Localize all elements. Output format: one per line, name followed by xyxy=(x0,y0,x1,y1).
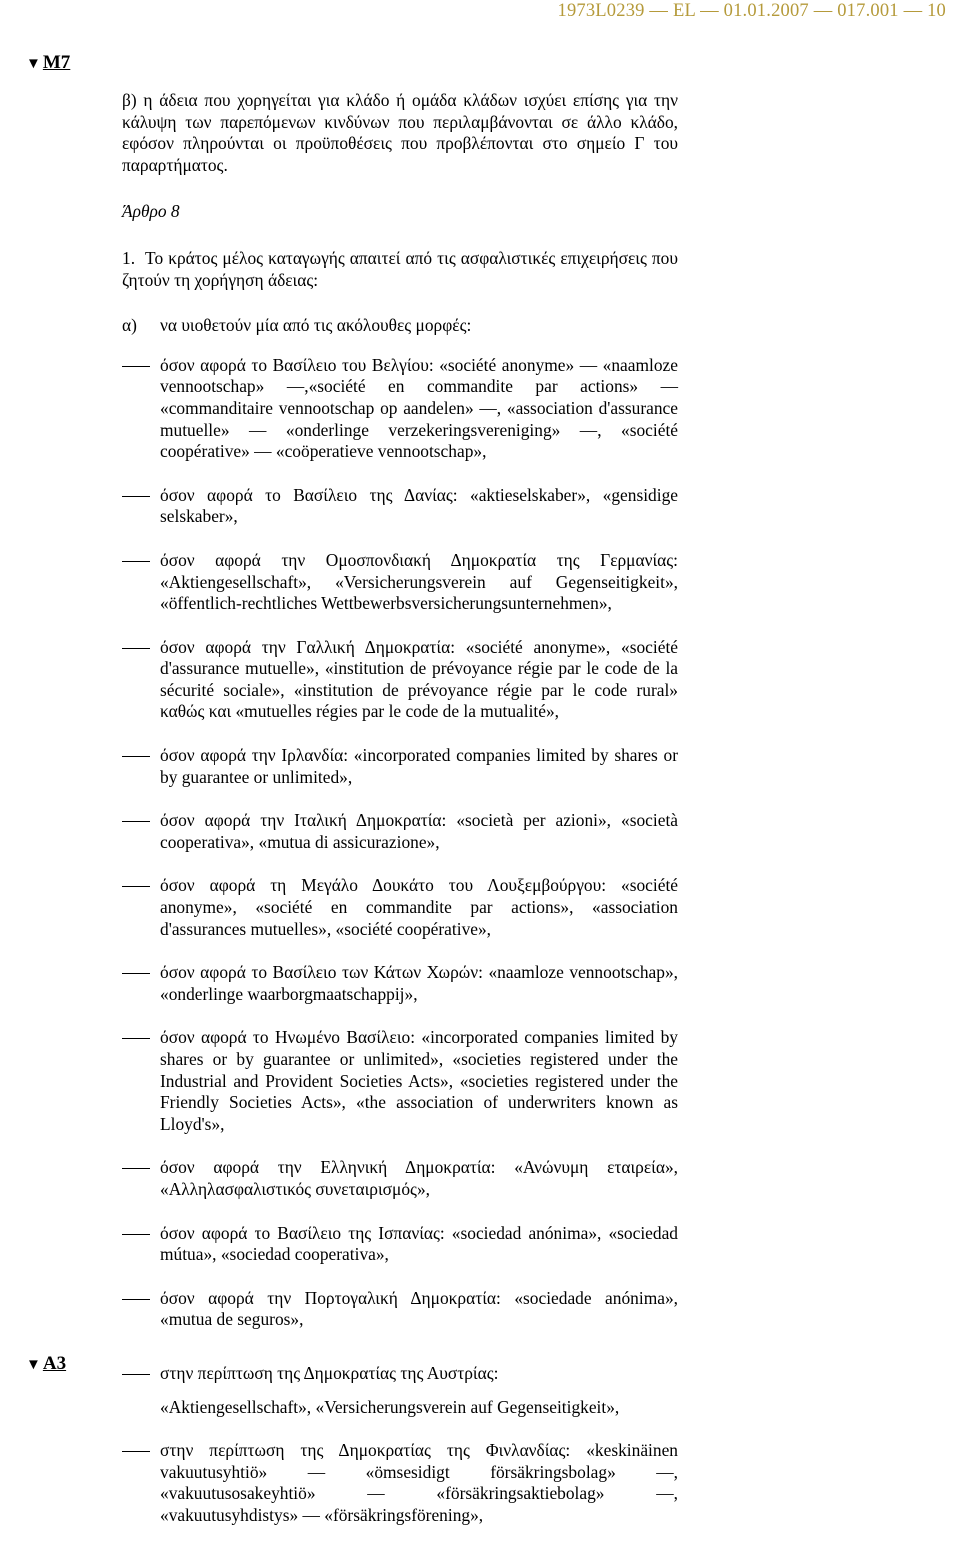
dash-icon xyxy=(122,1451,150,1452)
list-item-text: στην περίπτωση της Δημοκρατίας της Αυστρίας: xyxy=(160,1362,499,1383)
document-body xyxy=(122,90,678,1549)
triangle-down-icon: ▼ xyxy=(26,56,41,72)
triangle-down-icon: ▼ xyxy=(26,1357,41,1373)
list-item xyxy=(122,355,678,463)
list-item xyxy=(122,962,678,1005)
dash-icon xyxy=(122,648,150,649)
paragraph-1-text: Το κράτος μέλος καταγωγής απαιτεί από τις ασφαλιστικές επιχειρήσεις που ζητούν τη χορήγηση άδειας: xyxy=(122,247,678,290)
dash-icon xyxy=(122,1299,150,1300)
list-item-text: όσον αφορά την Ιταλική Δημοκρατία: «società per azioni», «società cooperativa», «mutua di assicurazione», xyxy=(160,810,678,852)
list-item-text: όσον αφορά την Ελληνική Δημοκρατία: «Ανώνυμη εταιρεία», «Αλληλασφαλιστικός συνεταιρισμός», xyxy=(160,1157,678,1199)
list-item-text: στην περίπτωση της Δημοκρατίας της Φινλανδίας: «keskinäinen vakuutusyhtiö» — «ömsesidigt försäkringsbolag» —, «vakuutusosakeyhtiö» — «försäkringsaktiebolag» —, «vakuutusyhdistys» — «försäkringsförening», xyxy=(160,1440,678,1525)
list-item-text: όσον αφορά το Βασίλειο του Βελγίου: «société anonyme» — «naamloze vennootschap» —,«société en commandite par actions» — «commanditaire vennootschap op aandelen» —, «association d'assurance mutuelle» — «onderlinge verzekeringsvereniging» —, «société coopérative» — «coöperatieve vennootschap», xyxy=(160,354,678,462)
dash-icon xyxy=(122,1168,150,1169)
paragraph-b: β) η άδεια που χορηγείται για κλάδο ή ομάδα κλάδων ισχύει επίσης για την κάλυψη των παρεπόμενων κινδύνων που περιλαμβάνονται σε άλλο κλάδο, εφόσον πληρούνται οι προϋποθέσεις που προβλέπονται στο σημείο Γ του παραρτήματος. xyxy=(122,90,678,175)
list-item xyxy=(122,1223,678,1266)
dash-icon xyxy=(122,496,150,497)
legal-forms-list xyxy=(122,355,678,1527)
document-reference: 1973L0239 — EL — 01.01.2007 — 017.001 — 10 xyxy=(557,1,946,21)
list-item xyxy=(122,1027,678,1135)
list-item-text: «Aktiengesellschaft», «Versicherungsverein auf Gegenseitigkeit», xyxy=(160,1396,620,1417)
document-header xyxy=(0,0,960,26)
list-item-text: όσον αφορά την Γαλλική Δημοκρατία: «société anonyme», «société d'assurance mutuelle», «institution de prévoyance régie par le code de la sécurité sociale», «institution de prévoyance régie par le code rural» καθώς και «mutuelles régies par le code de la mutualité», xyxy=(160,636,678,722)
marker-code: A3 xyxy=(42,1353,67,1374)
list-item xyxy=(122,550,678,615)
list-item-text: όσον αφορά το Βασίλειο της Ισπανίας: «sociedad anónima», «sociedad mútua», «sociedad cooperativa», xyxy=(160,1222,678,1265)
marker-code: M7 xyxy=(42,52,71,73)
list-item-text: όσον αφορά την Πορτογαλική Δημοκρατία: «sociedade anónima», «mutua de seguros», xyxy=(160,1287,678,1330)
list-item xyxy=(122,485,678,528)
list-item-text: όσον αφορά το Βασίλειο της Δανίας: «aktieselskaber», «gensidige selskaber», xyxy=(160,484,678,527)
list-item xyxy=(122,637,678,723)
dash-icon xyxy=(122,1374,150,1375)
list-item-text: όσον αφορά το Βασίλειο των Κάτων Χωρών: «naamloze vennootschap», «onderlinge waarborgmaatschappij», xyxy=(160,962,678,1004)
list-item xyxy=(122,875,678,940)
list-item xyxy=(122,810,678,853)
dash-icon xyxy=(122,561,150,562)
amendment-marker-a3 xyxy=(26,1353,66,1375)
list-item-text: όσον αφορά την Ιρλανδία: «incorporated companies limited by shares or by guarantee or unlimited», xyxy=(160,745,678,787)
list-item xyxy=(122,1157,678,1200)
paragraph-1 xyxy=(122,248,678,291)
amendment-marker-m7 xyxy=(26,52,70,74)
list-item xyxy=(122,1288,678,1331)
list-item-austria xyxy=(122,1363,678,1385)
dash-icon xyxy=(122,973,150,974)
dash-icon xyxy=(122,1234,150,1235)
list-item-text: όσον αφορά την Ομοσπονδιακή Δημοκρατία της Γερμανίας: «Aktiengesellschaft», «Versicherungsverein auf Gegenseitigkeit», «öffentlich-rechtliches Wettbewerbsversicherungsunternehmen», xyxy=(160,549,678,614)
item-label: α) xyxy=(122,315,137,336)
austria-forms xyxy=(122,1397,678,1419)
article-title: Άρθρο 8 xyxy=(122,201,180,222)
dash-icon xyxy=(122,821,150,822)
list-item-text: όσον αφορά το Ηνωμένο Βασίλειο: «incorporated companies limited by shares or by guarantee or unlimited», «societies registered under the Industrial and Provident Societies Acts», «societies registered under the Friendly Societies Acts», «the association of underwriters known as Lloyd's», xyxy=(160,1027,678,1134)
dash-icon xyxy=(122,886,150,887)
list-item xyxy=(122,745,678,788)
dash-icon xyxy=(122,1038,150,1039)
paragraph-number: 1. xyxy=(122,247,136,268)
item-a xyxy=(122,315,678,337)
dash-icon xyxy=(122,756,150,757)
dash-icon xyxy=(122,366,150,367)
list-item-finland xyxy=(122,1440,678,1526)
list-item-text: όσον αφορά τη Μεγάλο Δουκάτο του Λουξεμβούργου: «société anonyme», «société en commandite par actions», «association d'assurances mutuelles», «société coopérative», xyxy=(160,875,678,939)
item-a-text: να υιοθετούν μία από τις ακόλουθες μορφές: xyxy=(160,315,472,336)
